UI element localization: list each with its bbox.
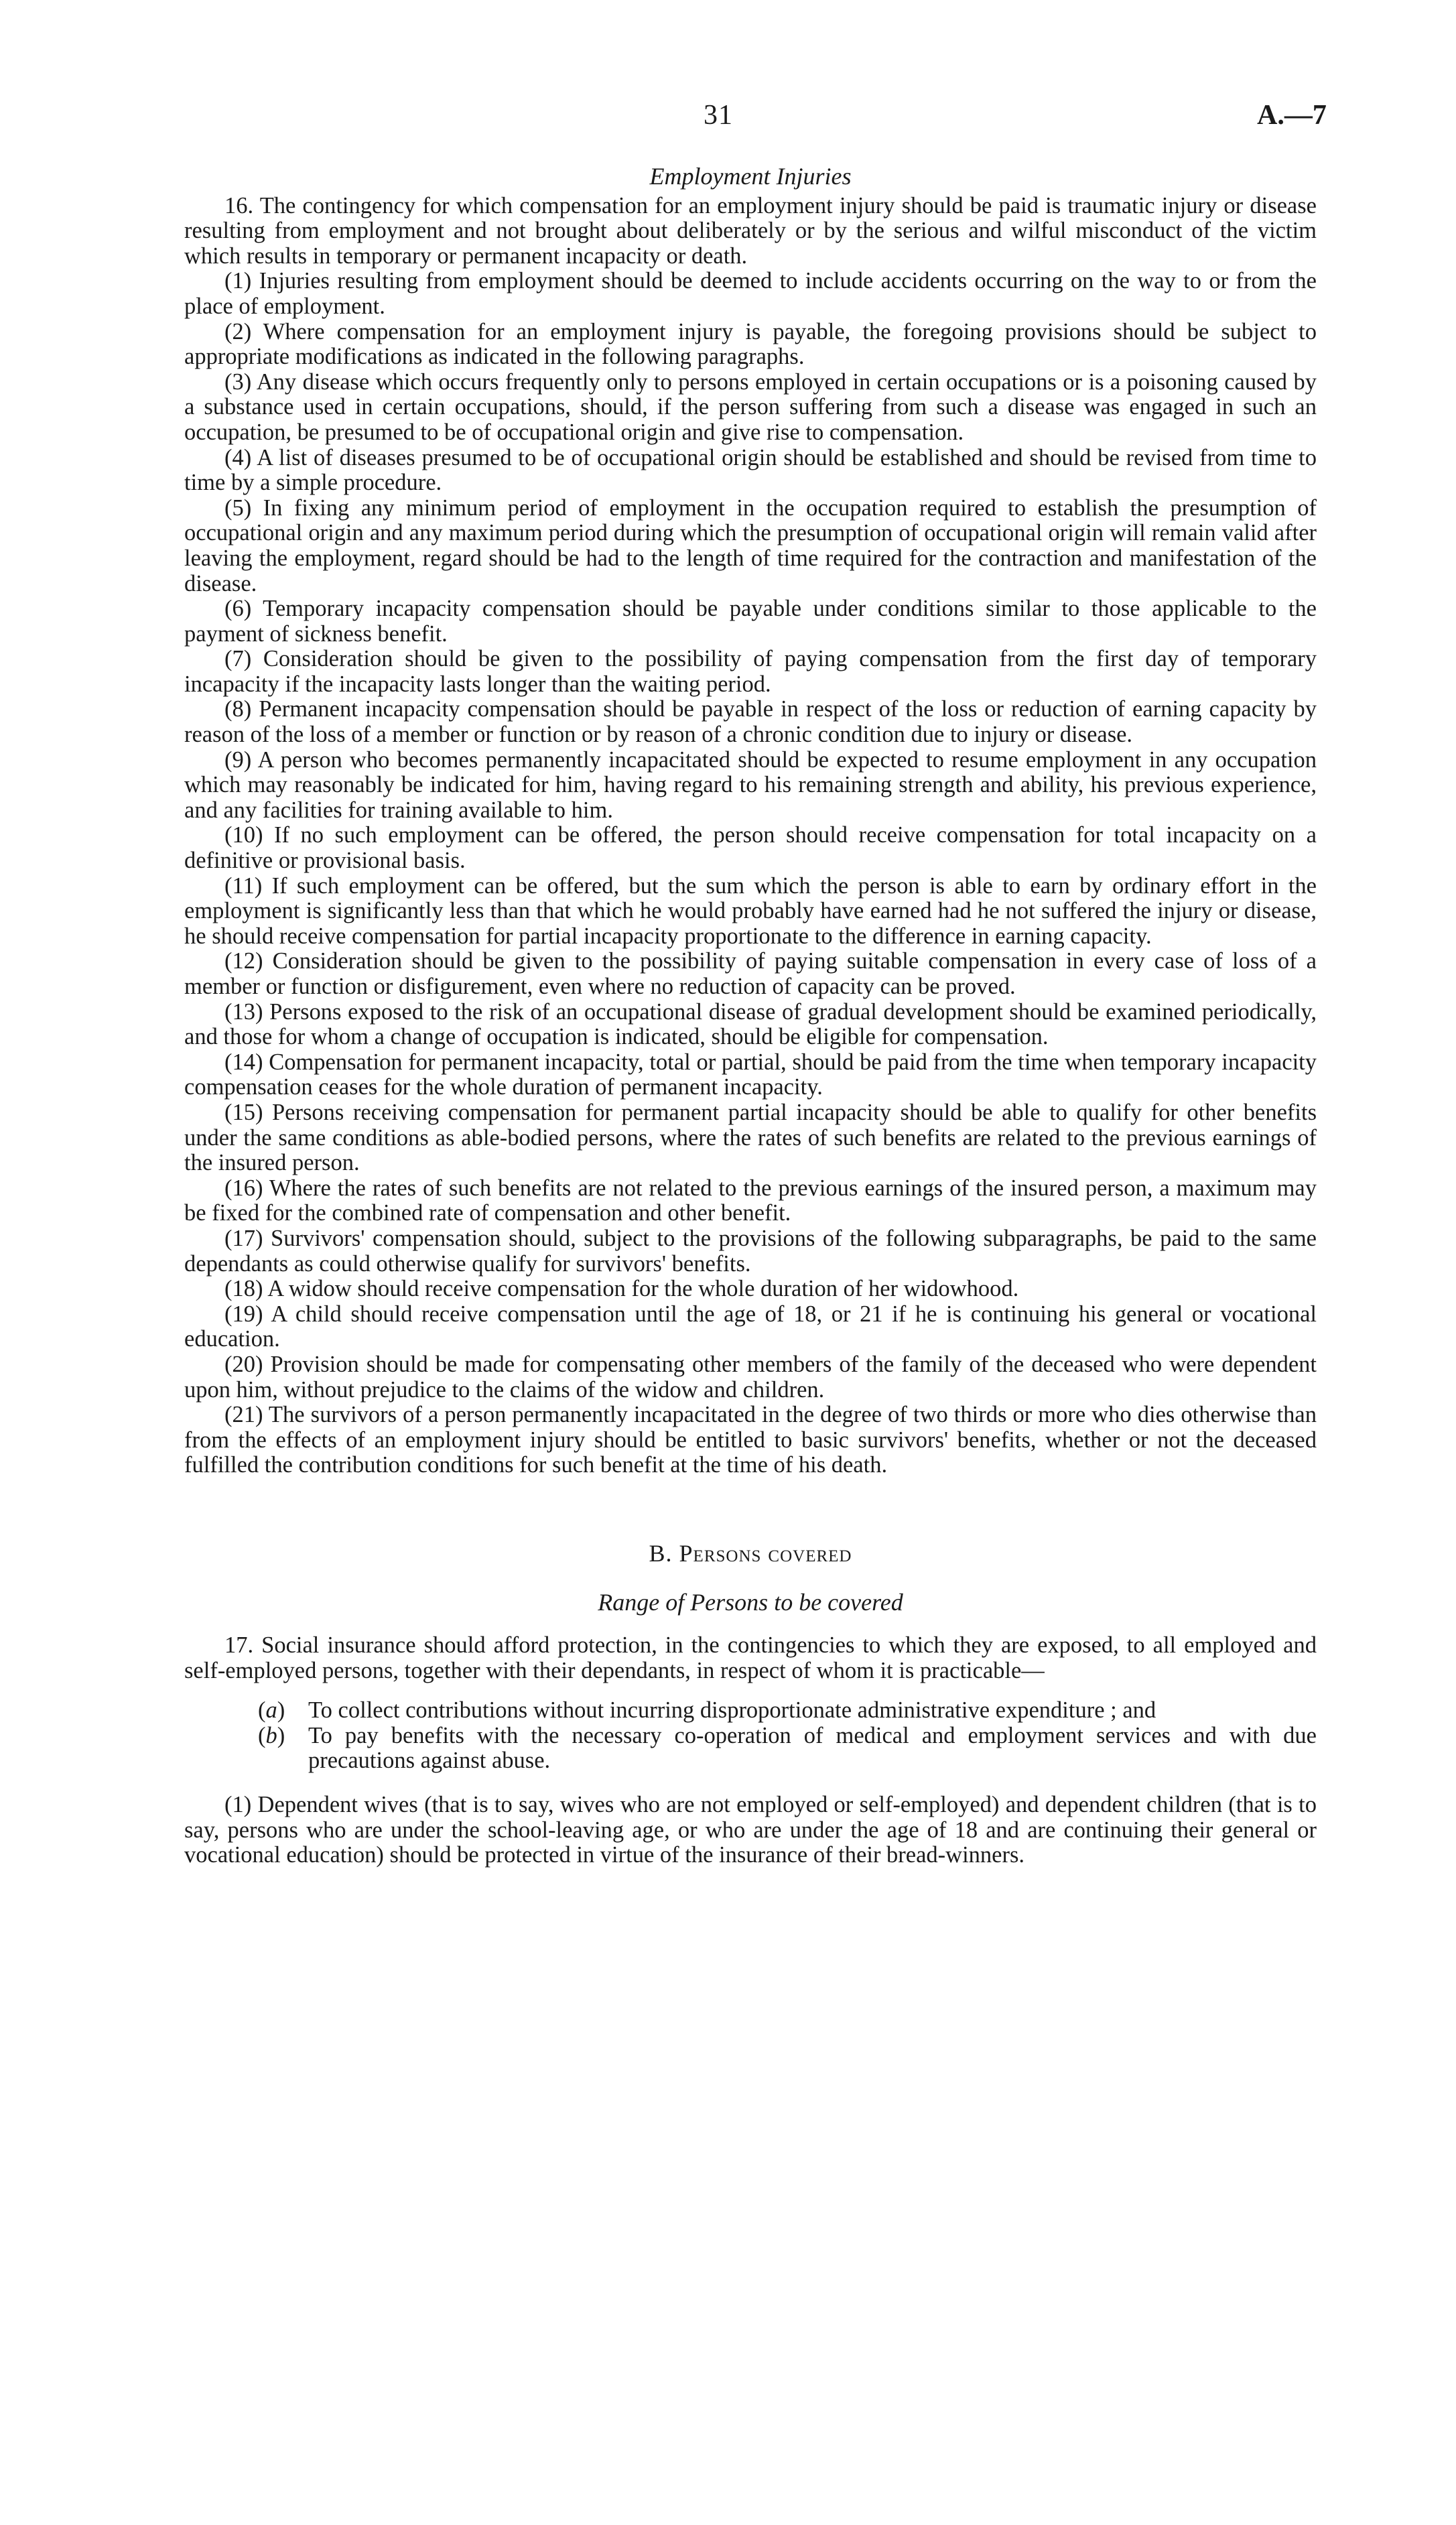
subparagraph-15: (15) Persons receiving compensation for permanent partial incapacity should be able to qualify for other benefits under the same conditions as able-bodied persons, where the rates of such benefits are related to the previous earnings of the insured person.: [184, 1099, 1317, 1176]
subparagraph-20: (20) Provision should be made for compensating other members of the family of the deceased who were dependent upon him, without prejudice to the claims of the widow and children.: [184, 1351, 1317, 1403]
subparagraph-13: (13) Persons exposed to the risk of an occupational disease of gradual development should be examined periodically, and those for whom a change of occupation is indicated, should be eligible for compensation.: [184, 998, 1317, 1050]
subparagraph-21: (21) The survivors of a person permanently incapacitated in the degree of two thirds or more who dies otherwise than from the effects of an employment injury should be entitled to basic survivors' benefits, whether or not the deceased fulfilled the contribution conditions for such benefit at the time of his death.: [184, 1402, 1317, 1478]
subparagraph-16: (16) Where the rates of such benefits are not related to the previous earnings of the insured person, a maximum may be fixed for the combined rate of compensation and other benefit.: [184, 1175, 1317, 1226]
conditions-list: [184, 1698, 1317, 1774]
subparagraph-12: (12) Consideration should be given to the possibility of paying suitable compensation in every case of loss of a member or function or disfigurement, even where no reduction of capacity can be proved.: [184, 948, 1317, 999]
section-heading-title: Persons covered: [679, 1539, 852, 1567]
subparagraph-19: (19) A child should receive compensation until the age of 18, or 21 if he is continuing his general or vocational education.: [184, 1301, 1317, 1352]
subparagraph-11: (11) If such employment can be offered, but the sum which the person is able to earn by ordinary effort in the employment is significantly less than that which he would probably have earned had he not suffered the injury or disease, he should receive compensation for partial incapacity proportionate to the difference in earning capacity.: [184, 872, 1317, 949]
paragraph-16: 16. The contingency for which compensation for an employment injury should be paid is traumatic injury or disease resulting from employment and not brought about deliberately or by the serious and wilful misconduct of the victim which results in temporary or permanent incapacity or death.: [184, 192, 1317, 269]
list-item: [184, 1698, 1317, 1724]
subparagraph-14: (14) Compensation for permanent incapacity, total or partial, should be paid from the time when temporary incapacity compensation ceases for the whole duration of permanent incapacity.: [184, 1049, 1317, 1100]
page-header: [0, 99, 1456, 139]
section-heading-persons-covered: [184, 1541, 1317, 1567]
subparagraph-1: (1) Injuries resulting from employment should be deemed to include accidents occurring on the way to or from the place of employment.: [184, 268, 1317, 319]
subparagraph-9: (9) A person who becomes permanently incapacitated should be expected to resume employment in any occupation which may reasonably be indicated for him, having regard to his remaining strength and ability, his previous experience, and any facilities for training available to him.: [184, 747, 1317, 823]
section-heading-employment-injuries: Employment Injuries: [649, 163, 852, 190]
paragraph-17: 17. Social insurance should afford protection, in the contingencies to which they are exposed, to all employed and self-employed persons, together with their dependants, in respect of whom it is practicable—: [184, 1632, 1317, 1683]
section-heading-prefix: B.: [649, 1539, 679, 1567]
list-item-text: To pay benefits with the necessary co-operation of medical and employment services and with due precautions against abuse.: [308, 1722, 1317, 1774]
list-item-label: (b): [258, 1722, 285, 1748]
subparagraph-3: (3) Any disease which occurs frequently only to persons employed in certain occupations or is a poisoning caused by a substance used in certain occupations, should, if the person suffering from such a disease was engaged in such an occupation, be presumed to be of occupational origin and give rise to compensation.: [184, 369, 1317, 445]
list-item: [184, 1724, 1317, 1774]
list-item-text: To collect contributions without incurring disproportionate administrative expenditure ; and: [308, 1697, 1156, 1724]
document-reference: A.—7: [1257, 100, 1327, 131]
subparagraph-10: (10) If no such employment can be offered, the person should receive compensation for total incapacity on a definitive or provisional basis.: [184, 822, 1317, 874]
subheading-range-of-persons: Range of Persons to be covered: [598, 1589, 903, 1616]
subparagraph-6: (6) Temporary incapacity compensation should be payable under conditions similar to those applicable to the payment of sickness benefit.: [184, 596, 1317, 647]
subparagraph-17-1: (1) Dependent wives (that is to say, wives who are not employed or self-employed) and dependent children (that is to say, persons who are under the school-leaving age, or who are under the age of 18 and are continuing their general or vocational education) should be protected in virtue of the insurance of their bread-winners.: [184, 1792, 1317, 1868]
subparagraph-2: (2) Where compensation for an employment injury is payable, the foregoing provisions should be subject to appropriate modifications as indicated in the following paragraphs.: [184, 318, 1317, 370]
subparagraph-5: (5) In fixing any minimum period of employment in the occupation required to establish the presumption of occupational origin and any maximum period during which the presumption of occupational origin will remain valid after leaving the employment, regard should be had to the length of time required for the contraction and manifestation of the disease.: [184, 495, 1317, 596]
subparagraph-7: (7) Consideration should be given to the possibility of paying compensation from the first day of temporary incapacity if the incapacity lasts longer than the waiting period.: [184, 646, 1317, 697]
subparagraph-18: (18) A widow should receive compensation for the whole duration of her widowhood.: [224, 1276, 1019, 1302]
list-item-label: (a): [258, 1697, 285, 1724]
subparagraph-4: (4) A list of diseases presumed to be of occupational origin should be established and should be revised from time to time by a simple procedure.: [184, 444, 1317, 496]
subparagraph-17: (17) Survivors' compensation should, subject to the provisions of the following subparagraphs, be paid to the same dependants as could otherwise qualify for survivors' benefits.: [184, 1225, 1317, 1277]
page-number: 31: [704, 100, 733, 131]
subparagraph-8: (8) Permanent incapacity compensation should be payable in respect of the loss or reduction of earning capacity by reason of the loss of a member or function or by reason of a chronic condition due to injury or disease.: [184, 696, 1317, 748]
body-text: [184, 164, 1317, 1868]
